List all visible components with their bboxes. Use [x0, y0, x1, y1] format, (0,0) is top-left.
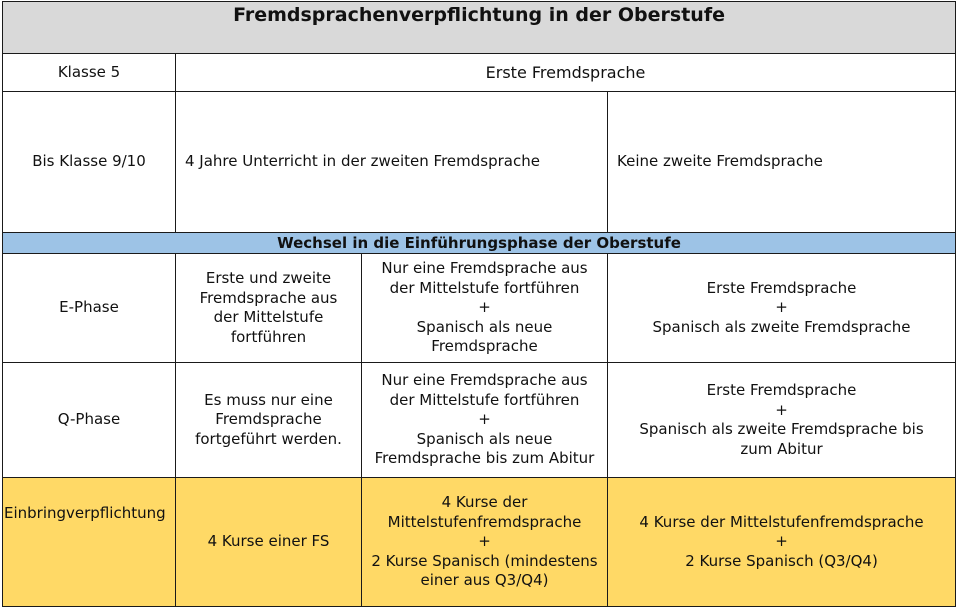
table-row	[3, 92, 956, 233]
table-row	[3, 478, 956, 607]
cell-ephase-col2: Nur eine Fremdsprache aus der Mittelstufe fortführen + Spanisch als neue Fremdsprache	[362, 254, 608, 363]
table-row	[3, 54, 956, 92]
cell-bis-klasse-col2: Keine zweite Fremdsprache	[608, 92, 956, 233]
cell-einbring-col2: 4 Kurse der Mittelstufenfremdsprache + 2 Kurse Spanisch (mindestens einer aus Q3/Q4)	[362, 478, 608, 607]
cell-einbring-col1: 4 Kurse einer FS	[176, 478, 362, 607]
cell-ephase-col3: Erste Fremdsprache + Spanisch als zweite Fremdsprache	[608, 254, 956, 363]
cell-einbring-col3: 4 Kurse der Mittelstufenfremdsprache + 2 Kurse Spanisch (Q3/Q4)	[608, 478, 956, 607]
table-row	[3, 363, 956, 478]
cell-ephase-col1: Erste und zweite Fremdsprache aus der Mittelstufe fortführen	[176, 254, 362, 363]
title-row	[3, 2, 956, 54]
page-title: Fremdsprachenverpflichtung in der Oberstufe	[3, 2, 956, 54]
cell-bis-klasse-col1: 4 Jahre Unterricht in der zweiten Fremdsprache	[176, 92, 608, 233]
row-label-klasse5: Klasse 5	[3, 54, 176, 92]
cell-qphase-col2: Nur eine Fremdsprache aus der Mittelstufe fortführen + Spanisch als neue Fremdsprache bis zum Abitur	[362, 363, 608, 478]
row-label-bis-klasse: Bis Klasse 9/10	[3, 92, 176, 233]
language-requirements-table	[2, 1, 956, 607]
table-row	[3, 254, 956, 363]
row-label-qphase: Q-Phase	[3, 363, 176, 478]
cell-qphase-col1: Es muss nur eine Fremdsprache fortgeführt werden.	[176, 363, 362, 478]
row-label-ephase: E-Phase	[3, 254, 176, 363]
band-row	[3, 233, 956, 254]
cell-qphase-col3: Erste Fremdsprache + Spanisch als zweite Fremdsprache bis zum Abitur	[608, 363, 956, 478]
cell-klasse5: Erste Fremdsprache	[176, 54, 956, 92]
row-label-einbring: Einbringverpflichtung	[3, 478, 176, 607]
section-band: Wechsel in die Einführungsphase der Oberstufe	[3, 233, 956, 254]
